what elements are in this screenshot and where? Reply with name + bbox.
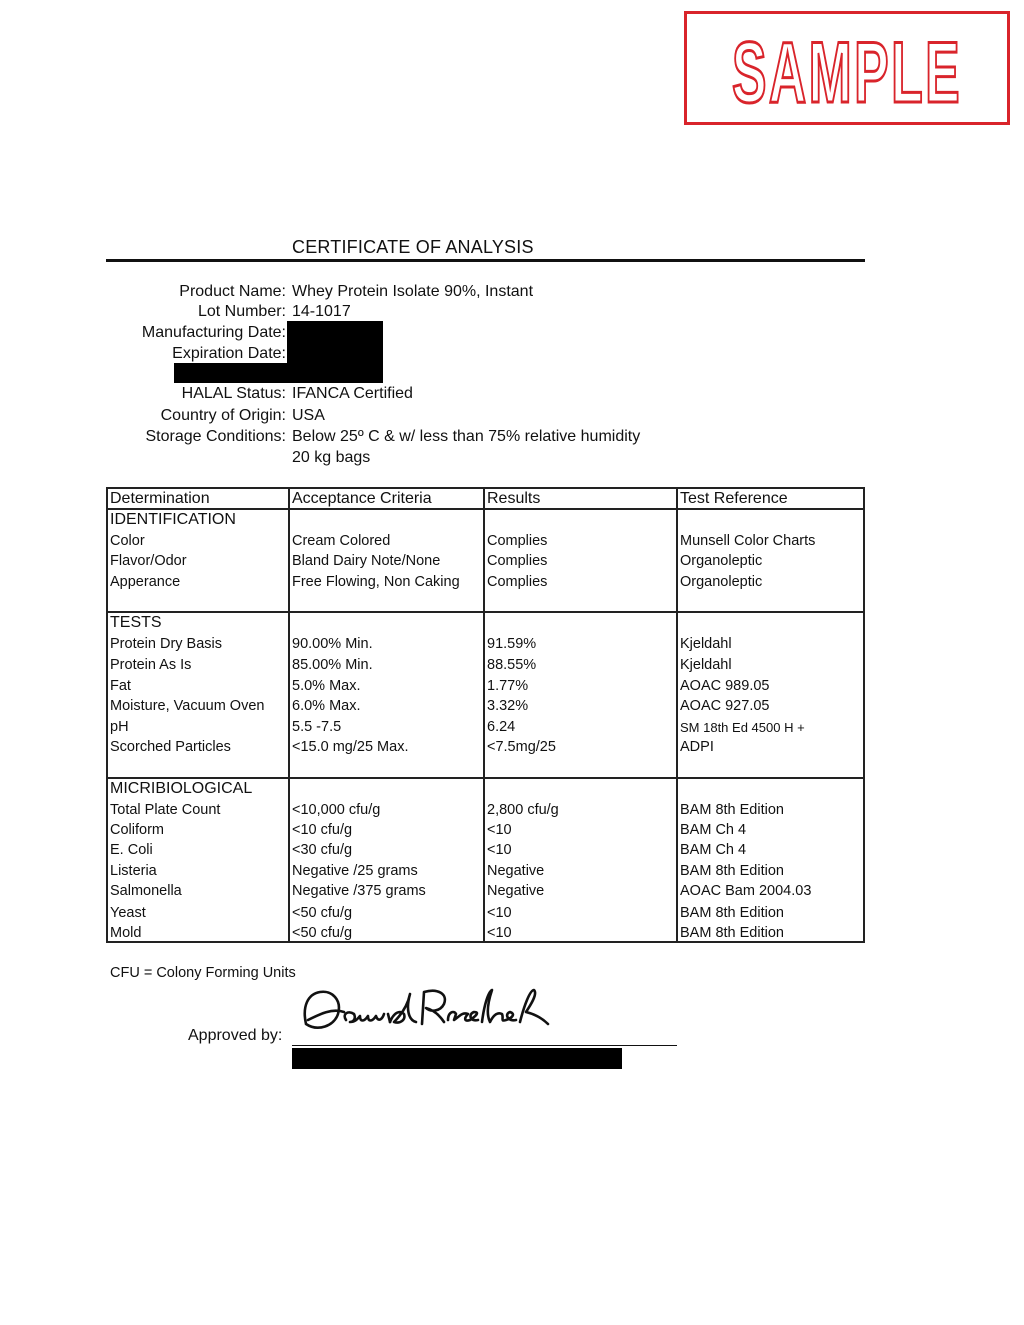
table-cell: <50 cfu/g	[292, 925, 353, 941]
column-header: Results	[487, 490, 541, 507]
table-cell: Complies	[487, 553, 548, 569]
field-value: Whey Protein Isolate 90%, Instant	[292, 283, 534, 300]
table-cell: 91.59%	[487, 636, 537, 652]
table-cell: Munsell Color Charts	[680, 533, 816, 549]
table-cell: Protein As Is	[110, 657, 192, 673]
table-cell: Bland Dairy Note/None	[292, 553, 441, 569]
table-cell: AOAC Bam 2004.03	[680, 883, 812, 899]
table-cell: AOAC 989.05	[680, 678, 770, 694]
table-cell: 88.55%	[487, 657, 537, 673]
field-value: 14-1017	[292, 303, 351, 320]
table-cell: Listeria	[110, 863, 157, 879]
table-cell: <30 cfu/g	[292, 842, 353, 858]
field-value: Below 25º C & w/ less than 75% relative humidity	[292, 428, 641, 445]
table-cell: 5.5 -7.5	[292, 719, 342, 735]
table-cell: Yeast	[110, 905, 146, 921]
field-label: Country of Origin:	[160, 407, 286, 424]
table-cell: BAM 8th Edition	[680, 802, 784, 818]
table-cell: <10 cfu/g	[292, 822, 353, 838]
signature	[298, 984, 560, 1036]
section-divider	[108, 611, 863, 613]
section-title: TESTS	[110, 614, 162, 631]
table-cell: 5.0% Max.	[292, 678, 361, 694]
table-cell: Negative	[487, 863, 545, 879]
signature-line	[292, 1045, 677, 1046]
section-title: MICRIBIOLOGICAL	[110, 780, 253, 797]
table-cell: Salmonella	[110, 883, 182, 899]
table-cell: 6.0% Max.	[292, 698, 361, 714]
table-cell: <10,000 cfu/g	[292, 802, 381, 818]
field-value: IFANCA Certified	[292, 385, 413, 402]
column-header: Test Reference	[680, 490, 788, 507]
table-cell: 85.00% Min.	[292, 657, 373, 673]
table-cell: Protein Dry Basis	[110, 636, 223, 652]
column-header: Acceptance Criteria	[292, 490, 432, 507]
field-value: 20 kg bags	[292, 449, 371, 466]
table-cell: E. Coli	[110, 842, 153, 858]
section-divider	[108, 777, 863, 779]
field-label: Expiration Date:	[172, 345, 286, 362]
table-cell: <7.5mg/25	[487, 739, 556, 755]
redaction-block	[287, 321, 383, 366]
table-cell: BAM 8th Edition	[680, 863, 784, 879]
table-cell: Free Flowing, Non Caking	[292, 574, 460, 590]
table-cell: Coliform	[110, 822, 164, 838]
column-divider	[483, 489, 485, 941]
table-cell: Flavor/Odor	[110, 553, 187, 569]
table-cell: 90.00% Min.	[292, 636, 373, 652]
table-cell: BAM 8th Edition	[680, 905, 784, 921]
table-cell: ADPI	[680, 739, 714, 755]
title-rule	[106, 259, 865, 262]
table-cell: BAM Ch 4	[680, 842, 747, 858]
field-value: USA	[292, 407, 325, 424]
sample-stamp	[684, 11, 1010, 125]
table-cell: <10	[487, 905, 512, 921]
table-cell: Kjeldahl	[680, 657, 732, 673]
table-cell: BAM 8th Edition	[680, 925, 784, 941]
table-cell: pH	[110, 719, 129, 735]
table-cell: Complies	[487, 533, 548, 549]
table-cell: <10	[487, 842, 512, 858]
table-cell: BAM Ch 4	[680, 822, 747, 838]
document-title: CERTIFICATE OF ANALYSIS	[292, 237, 534, 257]
table-cell: Negative /375 grams	[292, 883, 426, 899]
redaction-block	[292, 1048, 622, 1069]
table-cell: <15.0 mg/25 Max.	[292, 739, 409, 755]
table-cell: Negative	[487, 883, 545, 899]
table-cell: Color	[110, 533, 145, 549]
table-cell: Kjeldahl	[680, 636, 732, 652]
table-cell: Apperance	[110, 574, 181, 590]
column-divider	[288, 489, 290, 941]
redaction-block	[174, 363, 383, 383]
table-cell: Mold	[110, 925, 142, 941]
table-cell: <10	[487, 925, 512, 941]
table-cell: 6.24	[487, 719, 516, 735]
table-cell: Fat	[110, 678, 131, 694]
column-header: Determination	[110, 490, 210, 507]
table-cell: Complies	[487, 574, 548, 590]
section-title: IDENTIFICATION	[110, 511, 236, 528]
sample-stamp-lettering	[687, 14, 1007, 122]
table-cell: <10	[487, 822, 512, 838]
table-cell: <50 cfu/g	[292, 905, 353, 921]
table-cell: 3.32%	[487, 698, 529, 714]
table-cell: Cream Colored	[292, 533, 391, 549]
svg-text:SAMPLE: SAMPLE	[732, 25, 962, 121]
table-cell: Scorched Particles	[110, 739, 231, 755]
footnote: CFU = Colony Forming Units	[110, 965, 296, 981]
table-cell: Total Plate Count	[110, 802, 221, 818]
approved-by-label: Approved by:	[188, 1027, 283, 1044]
field-label: Product Name:	[179, 283, 286, 300]
field-label: Storage Conditions:	[145, 428, 286, 445]
table-cell: SM 18th Ed 4500 H +	[680, 720, 805, 735]
table-cell: 1.77%	[487, 678, 529, 694]
analysis-table	[106, 487, 865, 943]
table-cell: Organoleptic	[680, 574, 763, 590]
table-cell: AOAC 927.05	[680, 698, 770, 714]
table-cell: 2,800 cfu/g	[487, 802, 559, 818]
header-divider	[108, 508, 863, 510]
column-divider	[676, 489, 678, 941]
field-label: HALAL Status:	[181, 385, 286, 402]
table-cell: Negative /25 grams	[292, 863, 418, 879]
table-cell: Organoleptic	[680, 553, 763, 569]
table-cell: Moisture, Vacuum Oven	[110, 698, 265, 714]
field-label: Lot Number:	[197, 303, 286, 320]
field-label: Manufacturing Date:	[141, 324, 286, 341]
